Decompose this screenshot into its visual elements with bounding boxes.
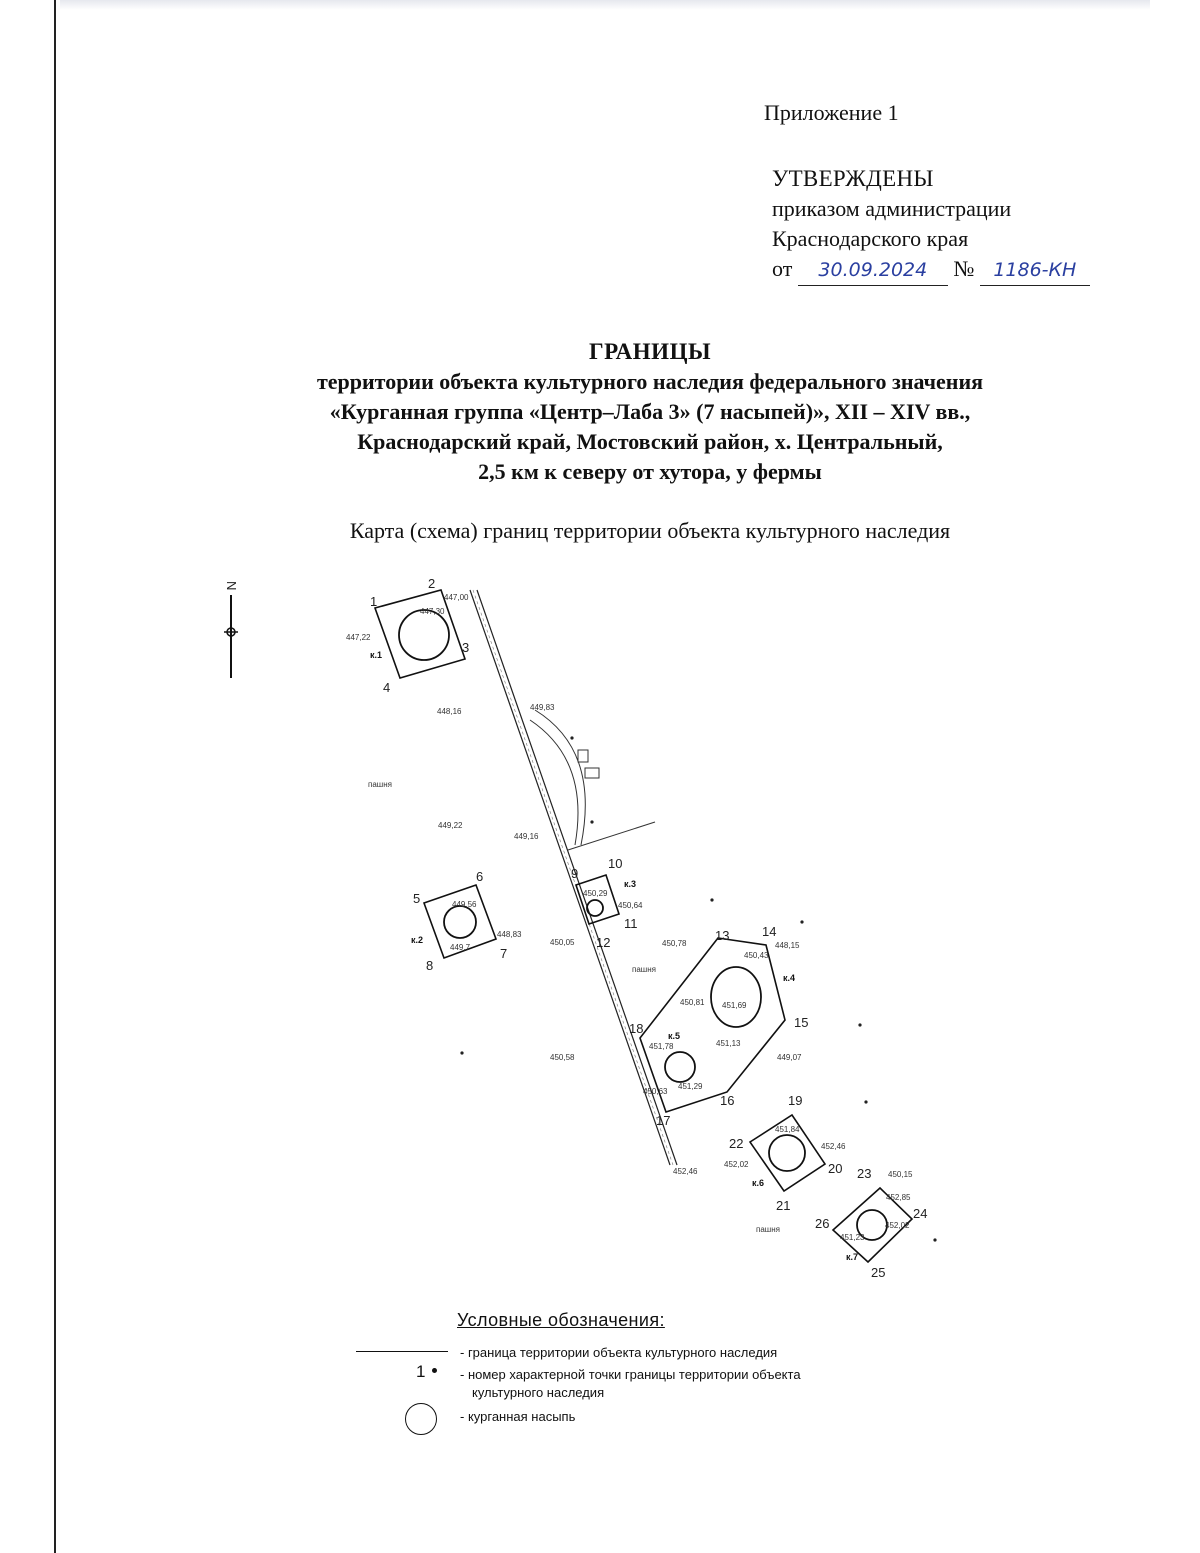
elevation-label: 450,15 <box>888 1170 913 1179</box>
document-title <box>200 337 1100 487</box>
elevation-label: 451,78 <box>649 1042 674 1051</box>
elevation-label: 450,58 <box>550 1053 575 1062</box>
point-number: 5 <box>413 891 421 906</box>
boundary-point-numbers <box>370 576 927 1280</box>
from-label: от <box>772 256 793 281</box>
mound-k4 <box>711 967 761 1027</box>
farm-building <box>585 768 599 778</box>
boundary-line-symbol <box>356 1351 448 1352</box>
region-line: Краснодарского края <box>772 226 969 251</box>
binding-margin-line <box>54 0 56 1553</box>
mound-k2 <box>444 906 476 938</box>
elevation-label: 447,00 <box>444 593 469 602</box>
elevation-label: 449,56 <box>452 900 477 909</box>
order-line: приказом администрации <box>772 196 1012 221</box>
boundary-map <box>200 560 1000 1300</box>
title-line-5: 2,5 км к северу от хутора, у фермы <box>478 459 822 484</box>
point-dot-symbol <box>432 1368 437 1373</box>
mound-label: к.1 <box>370 650 383 660</box>
point-number: 22 <box>729 1136 744 1151</box>
legend-point-text-2: культурного наследия <box>472 1385 605 1400</box>
elevation-label: 450,05 <box>550 938 575 947</box>
point-number: 19 <box>788 1093 803 1108</box>
mound-k3 <box>587 900 603 916</box>
elevation-label: 450,81 <box>680 998 705 1007</box>
point-number: 17 <box>656 1113 671 1128</box>
point-number: 7 <box>500 946 508 961</box>
legend-point-text-1: - номер характерной точки границы территории объекта <box>460 1367 801 1382</box>
point-number: 1 <box>370 594 378 609</box>
boundary-k1 <box>375 590 465 678</box>
handwritten-date: 30.09.2024 <box>798 255 948 286</box>
field-label: пашня <box>368 780 392 789</box>
point-number: 4 <box>383 680 391 695</box>
number-label: № <box>953 256 975 281</box>
elevation-label: 450,63 <box>643 1087 668 1096</box>
elevation-label: 450,29 <box>583 889 608 898</box>
elevation-label: 449,16 <box>514 832 539 841</box>
point-number: 25 <box>871 1265 886 1280</box>
mounds <box>399 610 887 1240</box>
point-number: 21 <box>776 1198 791 1213</box>
point-number: 2 <box>428 576 436 591</box>
elevation-label: 449,83 <box>530 703 555 712</box>
mound-k6 <box>769 1135 805 1171</box>
scan-edge-shadow <box>60 0 1150 10</box>
mound-label: к.7 <box>846 1252 859 1262</box>
elevation-label: 451,23 <box>840 1233 865 1242</box>
farm-track <box>530 710 655 850</box>
point-number: 26 <box>815 1216 830 1231</box>
boundary-k4-k5 <box>640 938 785 1112</box>
point-number: 8 <box>426 958 434 973</box>
elevation-label: 449,07 <box>777 1053 802 1062</box>
map-svg <box>200 560 1000 1300</box>
point-number: 3 <box>462 640 470 655</box>
point-number: 6 <box>476 869 484 884</box>
elevation-label: 448,15 <box>775 941 800 950</box>
elevation-label: 451,29 <box>678 1082 703 1091</box>
legend-mound-text: - курганная насыпь <box>460 1409 576 1424</box>
point-number: 14 <box>762 924 777 939</box>
title-line-3: «Курганная группа «Центр–Лаба 3» (7 насыпей)», XII – XIV вв., <box>329 399 971 424</box>
point-number: 23 <box>857 1166 872 1181</box>
mound-label: к.4 <box>783 973 796 983</box>
field-label: пашня <box>756 1225 780 1234</box>
approval-stamp-block <box>764 98 1077 281</box>
mound-label: к.3 <box>624 879 637 889</box>
title-line-4: Краснодарский край, Мостовский район, х. Центральный, <box>357 429 943 454</box>
elevation-label: 451,69 <box>722 1001 747 1010</box>
elevation-label: 451,13 <box>716 1039 741 1048</box>
map-subtitle: Карта (схема) границ территории объекта культурного наследия <box>349 518 951 543</box>
elevation-label: 452,85 <box>886 1193 911 1202</box>
elevation-label: 447,30 <box>420 607 445 616</box>
mound-label: к.5 <box>668 1031 681 1041</box>
elevation-label: 447,22 <box>346 633 371 642</box>
order-date-number-line <box>772 254 1132 286</box>
point-number: 18 <box>629 1021 644 1036</box>
point-number: 24 <box>913 1206 928 1221</box>
point-number: 11 <box>624 916 638 931</box>
legend-boundary-text: - граница территории объекта культурного наследия <box>460 1345 778 1360</box>
mound-symbol <box>405 1403 437 1435</box>
north-label: N <box>224 581 239 591</box>
elevation-label: 450,78 <box>662 939 687 948</box>
title-line-1: ГРАНИЦЫ <box>588 339 712 364</box>
elevation-label: 452,02 <box>724 1160 749 1169</box>
point-number-symbol: 1 <box>416 1362 426 1381</box>
point-number: 20 <box>828 1161 843 1176</box>
point-number: 9 <box>571 866 579 881</box>
elevation-label: 452,46 <box>821 1142 846 1151</box>
mound-k1 <box>399 610 449 660</box>
farm-building <box>578 750 588 762</box>
point-number: 10 <box>608 856 623 871</box>
annex-label: Приложение 1 <box>764 100 899 125</box>
elevation-label: 451,84 <box>775 1125 800 1134</box>
approval-text <box>772 164 1132 286</box>
mound-label: к.2 <box>411 935 424 945</box>
point-number: 15 <box>794 1015 809 1030</box>
point-number: 12 <box>596 935 611 950</box>
mound-k5 <box>665 1052 695 1082</box>
title-line-2: территории объекта культурного наследия федерального значения <box>316 369 984 394</box>
legend-title: Условные обозначения: <box>457 1310 665 1330</box>
elevation-label: 448,16 <box>437 707 462 716</box>
elevation-label: 450,64 <box>618 901 643 910</box>
approved-heading: УТВЕРЖДЕНЫ <box>772 166 934 191</box>
elevation-label: 449,22 <box>438 821 463 830</box>
mound-label: к.6 <box>752 1178 765 1188</box>
elevation-label: 449,7 <box>450 943 471 952</box>
handwritten-order-number: 1186-КН <box>980 255 1090 286</box>
north-arrow <box>224 581 239 678</box>
elevation-label: 448,83 <box>497 930 522 939</box>
elevation-label: 452,46 <box>673 1167 698 1176</box>
field-label: пашня <box>632 965 656 974</box>
elevation-label: 452,02 <box>885 1221 910 1230</box>
point-number: 13 <box>715 928 730 943</box>
point-number: 16 <box>720 1093 735 1108</box>
elevation-label: 450,43 <box>744 951 769 960</box>
